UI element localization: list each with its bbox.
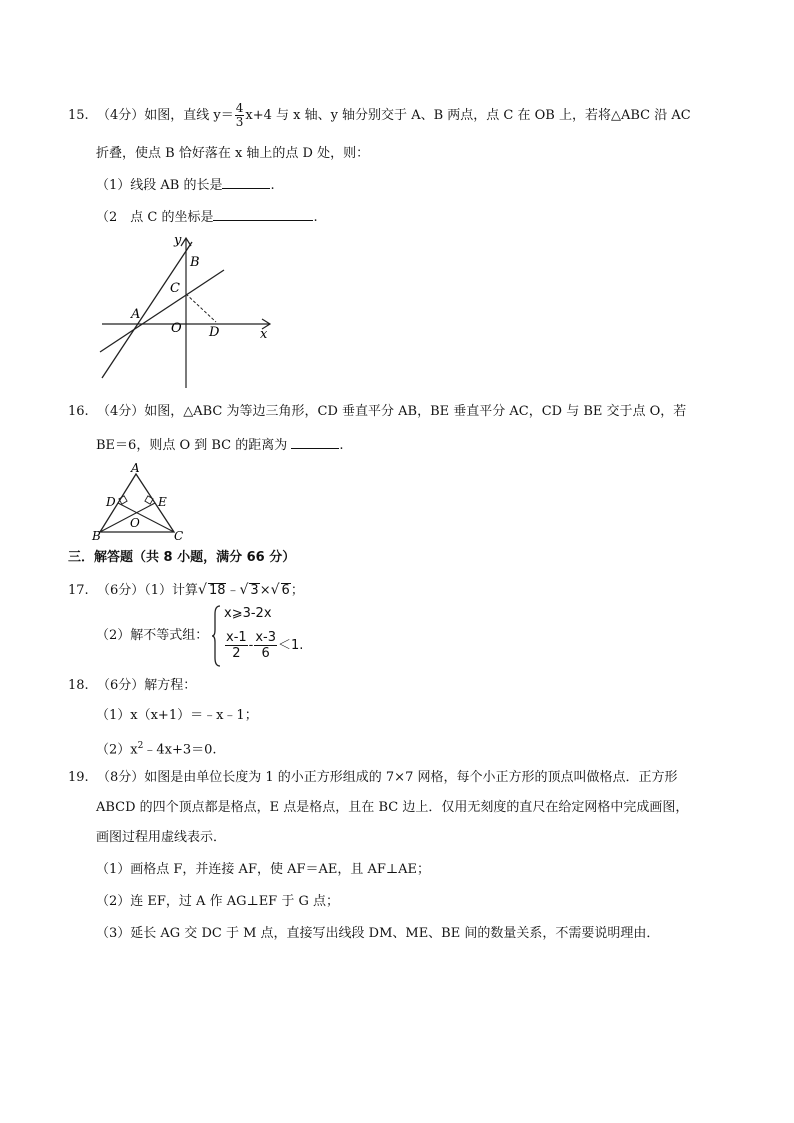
q15-part1 [96, 174, 275, 196]
q19-stem-a: 如图是由单位长度为 1 的小正方形组成的 7×7 网格，每个小正方形的顶点叫做格点．正方形 [144, 770, 678, 785]
q16-label-A: A [131, 461, 140, 475]
q15-part2-blank [213, 206, 313, 221]
q17-frac2-num: x-3 [255, 630, 277, 645]
q18-part2 [96, 736, 217, 760]
q16-number: 16. [68, 404, 89, 419]
q15-score: （4分） [96, 108, 145, 123]
q16-label-D: D [106, 495, 116, 509]
q17-part1-text: （1）计算 [144, 583, 199, 598]
q15-figure [92, 232, 276, 392]
q17-inequality-system [212, 604, 330, 668]
q15-line-AC [100, 270, 224, 352]
q15-part2 [96, 206, 318, 228]
q17-operator-minus: ﹣ [226, 583, 240, 598]
q19-score: （8分） [96, 770, 145, 785]
q15-fold-dashed-CD [186, 294, 216, 322]
q15-label-D: D [209, 325, 220, 340]
q19-stem-line1 [68, 768, 677, 788]
q17-part2-end: . [299, 638, 304, 653]
q15-part2-end: . [313, 210, 318, 225]
q15-fraction [235, 102, 245, 129]
q16-stem-end: . [339, 438, 344, 453]
q17-number: 17. [68, 583, 89, 598]
q15-part1-blank [222, 174, 270, 189]
q17-frac-1 [225, 630, 248, 661]
q15-frac-num: 4 [235, 101, 244, 115]
q16-stem-line1 [68, 402, 686, 422]
q19-part3: （3）延长 AG 交 DC 于 M 点，直接写出线段 DM、ME、BE 间的数量关系，不需要说明理由． [96, 926, 660, 941]
q16-figure [90, 460, 190, 542]
q16-stem-a: 如图，△ABC 为等边三角形，CD 垂直平分 AB，BE 垂直平分 AC，CD 与 BE 交于点 O，若 [144, 404, 687, 419]
q17-frac-2 [254, 630, 277, 661]
q19-stem-line3: 画图过程用虚线表示． [96, 830, 227, 845]
q15-frac-den: 3 [235, 115, 244, 129]
q15-part1-end: . [270, 178, 275, 193]
q15-stem-line1 [68, 102, 691, 129]
q17-inequality-minus: - [248, 638, 254, 653]
q18-part2-b: ﹣4x+3＝0. [143, 742, 217, 758]
q19-number: 19. [68, 770, 89, 785]
q15-part1-text: （1）线段 AB 的长是 [96, 178, 223, 193]
section-3-title: 三．解答题（共 8 小题，满分 66 分） [68, 550, 296, 565]
q17-inequality-2 [224, 630, 303, 661]
q16-label-C: C [174, 529, 184, 542]
q18-part1: （1）x（x+1）＝﹣x﹣1； [96, 708, 258, 723]
radical-icon: √ [270, 582, 280, 598]
q18-number: 18. [68, 678, 89, 693]
radical-icon: √ [198, 582, 207, 598]
q17-radicand-1: 18 [208, 583, 226, 598]
q16-label-E: E [158, 495, 167, 509]
q16-label-B: B [92, 529, 101, 542]
q15-label-O: O [171, 321, 182, 336]
q16-label-O: O [130, 516, 140, 530]
q17-part1 [68, 580, 304, 601]
q19-part1: （1）画格点 F，并连接 AF，使 AF＝AE，且 AF⊥AE； [96, 862, 431, 877]
q16-blank [291, 434, 339, 449]
q15-label-B: B [190, 255, 200, 270]
q17-radicand-3: 6 [281, 583, 290, 598]
q16-score: （4分） [96, 404, 145, 419]
q15-stem-line2: 折叠，使点 B 恰好落在 x 轴上的点 D 处，则： [96, 146, 370, 161]
q18-part2-exponent: 2 [137, 741, 144, 751]
q17-inequality-rhs: ＜1 [278, 638, 300, 653]
q16-stem-line2 [96, 434, 344, 456]
q15-label-x: x [260, 327, 268, 342]
q15-line-AB [102, 242, 192, 378]
q17-part1-end: ； [290, 583, 304, 598]
q15-label-C: C [170, 281, 180, 296]
q17-inequality-1: x⩾3-2x [224, 606, 272, 621]
q17-frac1-den: 2 [232, 646, 241, 661]
q17-score: （6分） [96, 583, 145, 598]
q17-part2-label: （2）解不等式组： [96, 628, 209, 643]
q17-operator-times: × [259, 583, 271, 598]
radical-icon: √ [239, 582, 249, 598]
q17-frac1-num: x-1 [226, 630, 247, 645]
q17-frac2-den: 6 [261, 646, 270, 661]
q15-part2-text: （2 点 C 的坐标是 [96, 210, 214, 225]
q15-number: 15. [68, 108, 89, 123]
q15-stem-b: x+4 与 x 轴、y 轴分别交于 A、B 两点，点 C 在 OB 上，若将△ABC 沿 AC [245, 108, 691, 123]
q15-stem-a: 如图，直线 y＝ [144, 108, 234, 123]
q15-label-A: A [131, 307, 141, 322]
q18-stem-text: 解方程： [144, 678, 197, 693]
q15-label-y: y [174, 233, 182, 248]
q17-radicand-2: 3 [250, 583, 259, 598]
q18-stem [68, 676, 196, 696]
q18-score: （6分） [96, 678, 145, 693]
left-brace-icon [212, 604, 222, 668]
q16-stem-b: BE＝6，则点 O 到 BC 的距离为 [96, 438, 288, 453]
q19-part2: （2）连 EF，过 A 作 AG⊥EF 于 G 点； [96, 894, 339, 909]
q19-stem-line2: ABCD 的四个顶点都是格点，E 点是格点，且在 BC 边上．仅用无刻度的直尺在给定网格中完成画图， [96, 800, 689, 815]
q18-part2-a: （2）x [96, 742, 138, 758]
